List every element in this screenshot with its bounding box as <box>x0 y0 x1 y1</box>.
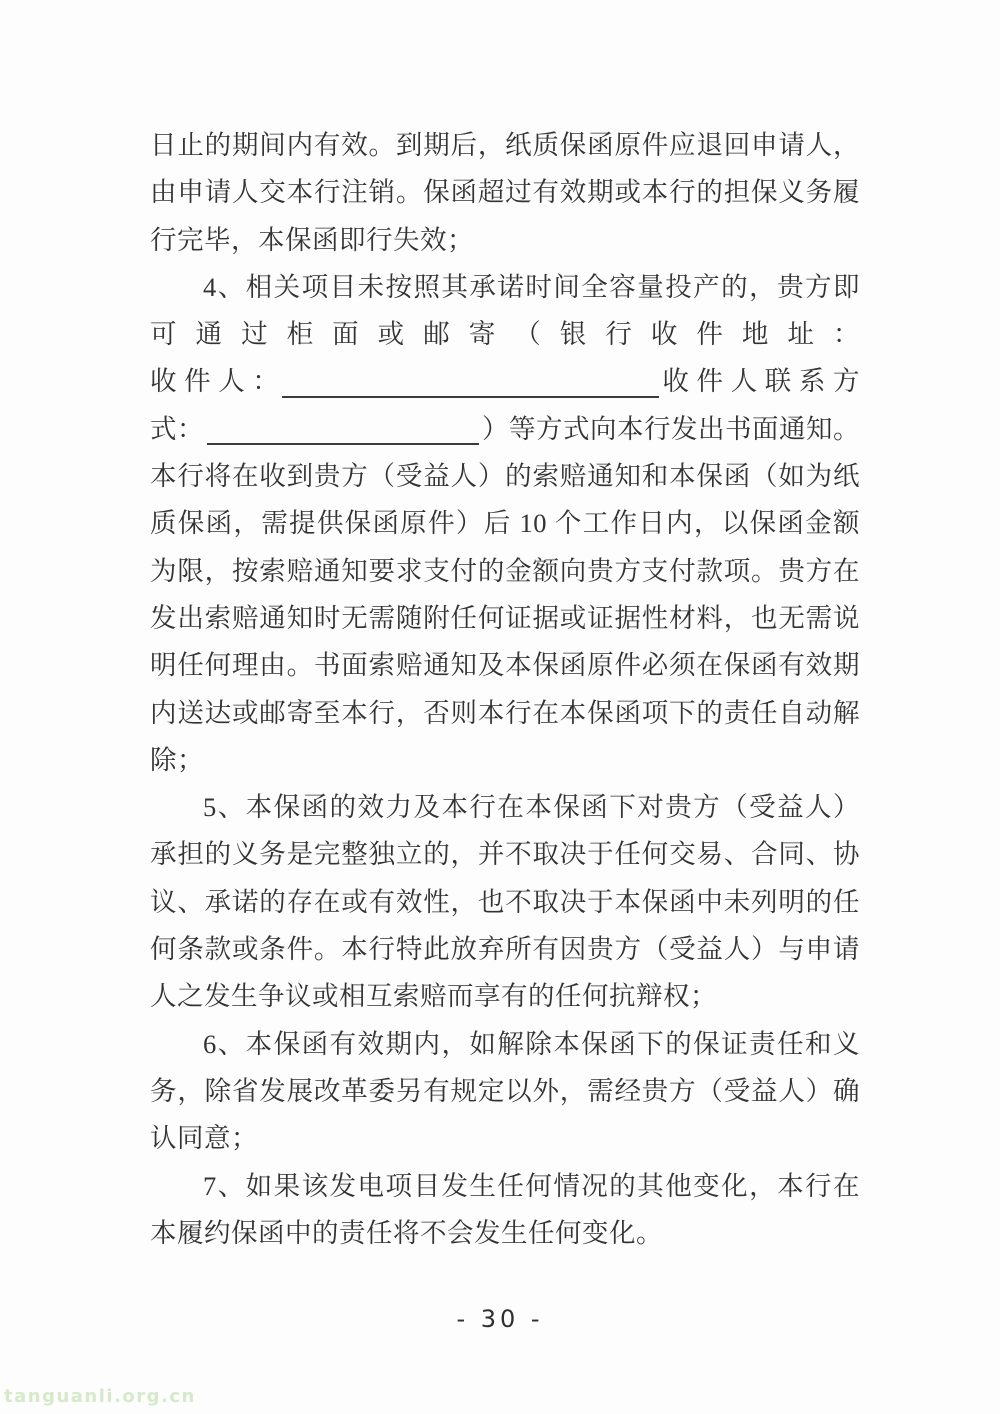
line-segment: ）等方式向本行发出书面通知。 <box>482 413 860 444</box>
text-line: 承担的义务是完整独立的，并不取决于任何交易、合同、协 <box>150 839 860 870</box>
text-line <box>150 406 860 453</box>
text-line: 发出索赔通知时无需随附任何证据或证据性材料，也无需说 <box>150 602 860 633</box>
page-number: - 30 - <box>456 1305 544 1333</box>
text-line: 明任何理由。书面索赔通知及本保函原件必须在保函有效期 <box>150 650 860 681</box>
text-line: 议、承诺的存在或有效性，也不取决于本保函中未列明的任 <box>150 886 860 917</box>
text-line: 务，除省发展改革委另有规定以外，需经贵方（受益人）确 <box>150 1075 860 1106</box>
text-line <box>150 358 860 405</box>
text-line: 质保函，需提供保函原件）后 10 个工作日内，以保函金额 <box>150 508 860 539</box>
line-segment: 收 件 人 ： <box>150 366 280 397</box>
text-line: 认同意； <box>150 1123 258 1154</box>
text-line: 日止的期间内有效。到期后，纸质保函原件应退回申请人， <box>150 130 860 160</box>
text-line: 除； <box>150 744 204 775</box>
text-line: 何条款或条件。本行特此放弃所有因贵方（受益人）与申请 <box>150 934 860 965</box>
line-segment: 式： <box>150 413 204 444</box>
text-line: 行完毕，本保函即行失效； <box>150 224 474 255</box>
text-line: 内送达或邮寄至本行，否则本行在本保函项下的责任自动解 <box>150 697 860 728</box>
text-line: 可 通 过 柜 面 或 邮 寄 （ 银 行 收 件 地 址 ： <box>150 319 860 350</box>
watermark-text: tanguanli.org.cn <box>4 1386 196 1407</box>
text-line: 6、本保函有效期内，如解除本保函下的保证责任和义 <box>203 1028 860 1059</box>
text-line: 7、如果该发电项目发生任何情况的其他变化，本行在 <box>203 1170 860 1201</box>
blank-underline <box>282 358 659 397</box>
text-line: 为限，按索赔通知要求支付的金额向贵方支付款项。贵方在 <box>150 555 860 586</box>
text-line: 4、相关项目未按照其承诺时间全容量投产的，贵方即 <box>203 271 860 302</box>
blank-underline <box>207 406 479 445</box>
text-line: 本履约保函中的责任将不会发生任何变化。 <box>150 1217 663 1248</box>
text-line: 人之发生争议或相互索赔而享有的任何抗辩权； <box>150 981 717 1012</box>
document-body <box>150 122 860 1257</box>
line-segment: 收 件 人 联 系 方 <box>662 366 860 397</box>
text-line: 5、本保函的效力及本行在本保函下对贵方（受益人） <box>203 792 860 823</box>
text-line: 由申请人交本行注销。保函超过有效期或本行的担保义务履 <box>150 177 860 208</box>
text-line: 本行将在收到贵方（受益人）的索赔通知和本保函（如为纸 <box>150 461 860 492</box>
